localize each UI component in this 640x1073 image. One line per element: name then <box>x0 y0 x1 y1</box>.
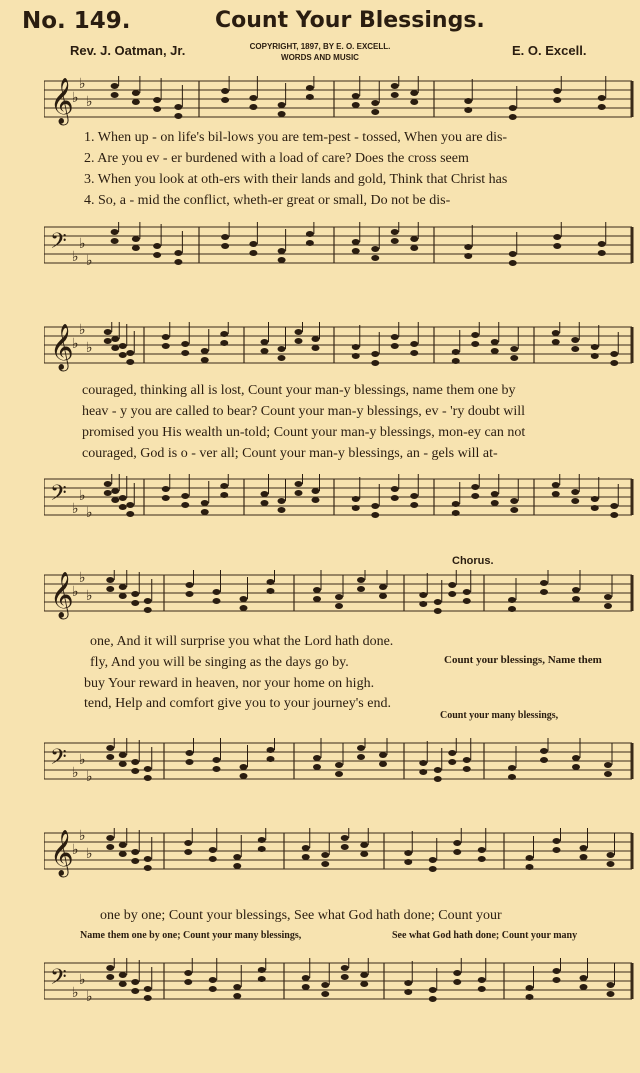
svg-text:♭: ♭ <box>79 828 86 844</box>
svg-text:♭: ♭ <box>79 972 86 988</box>
lyric-s4-alto-2: See what God hath done; Count your many <box>392 930 578 941</box>
lyric-s4-alto-1: Name them one by one; Count your many blessings, <box>80 930 302 941</box>
lyric-s3-verse4: tend, Help and comfort give you to your journey's end. <box>84 696 391 711</box>
chorus-label: Chorus. <box>452 555 494 567</box>
svg-text:♭: ♭ <box>86 846 93 862</box>
svg-text:𝄞: 𝄞 <box>50 78 74 124</box>
svg-text:♭: ♭ <box>86 253 93 269</box>
svg-text:𝄢: 𝄢 <box>50 965 67 995</box>
lyric-s3-verse3: buy Your reward in heaven, nor your home on high. <box>84 676 375 691</box>
svg-text:𝄞: 𝄞 <box>50 324 74 370</box>
lyric-s1-verse3: 3. When you look at oth-ers with their lands and gold, Think that Christ has <box>84 172 508 187</box>
svg-text:♭: ♭ <box>79 570 86 586</box>
svg-text:♭: ♭ <box>86 989 93 1005</box>
lyric-s3-verse2: fly, And you will be singing as the days go by. <box>90 655 349 670</box>
lyric-s2-verse3: promised you His wealth un-told; Count your man-y blessings, mon-ey can not <box>82 425 526 440</box>
lyric-s1-verse4: 4. So, a - mid the conflict, wheth-er great or small, Do not be dis- <box>84 193 451 208</box>
copyright-line-2: WORDS AND MUSIC <box>281 53 359 62</box>
svg-text:♭: ♭ <box>86 94 93 110</box>
svg-text:♭: ♭ <box>86 769 93 785</box>
chorus-lyric-alto: Count your many blessings, <box>440 710 559 721</box>
svg-text:𝄢: 𝄢 <box>50 229 67 259</box>
svg-text:♭: ♭ <box>72 985 79 1001</box>
copyright-line-1: COPYRIGHT, 1897, BY E. O. EXCELL. <box>249 42 391 51</box>
svg-text:♭: ♭ <box>72 90 79 106</box>
svg-text:𝄞: 𝄞 <box>50 830 74 876</box>
lyricist: Rev. J. Oatman, Jr. <box>70 43 186 58</box>
system-2-bass-staff <box>44 474 634 524</box>
copyright <box>245 41 395 63</box>
svg-text:♭: ♭ <box>72 584 79 600</box>
system-4-bass-staff <box>44 958 634 1008</box>
svg-text:𝄞: 𝄞 <box>50 572 74 618</box>
lyric-s4: one by one; Count your blessings, See what God hath done; Count your <box>100 908 502 923</box>
svg-text:♭: ♭ <box>79 76 86 92</box>
chorus-lyric-soprano: Count your blessings, Name them <box>444 654 602 666</box>
svg-text:♭: ♭ <box>86 588 93 604</box>
svg-text:♭: ♭ <box>79 322 86 338</box>
svg-text:♭: ♭ <box>72 765 79 781</box>
hymn-title: Count Your Blessings. <box>215 8 485 33</box>
system-1-bass-staff <box>44 222 634 272</box>
lyric-s3-verse1: one, And it will surprise you what the Lord hath done. <box>90 634 394 649</box>
lyric-s1-verse1: 1. When up - on life's bil-lows you are tem-pest - tossed, When you are dis- <box>84 130 508 145</box>
lyric-s2-verse1: couraged, thinking all is lost, Count your man-y blessings, name them one by <box>82 383 516 398</box>
system-4-treble-staff <box>44 828 634 878</box>
hymn-number: No. 149. <box>22 8 131 34</box>
composer: E. O. Excell. <box>512 43 587 58</box>
svg-text:♭: ♭ <box>79 752 86 768</box>
svg-text:♭: ♭ <box>86 505 93 521</box>
system-2-treble-staff <box>44 322 634 372</box>
system-3-treble-staff <box>44 570 634 620</box>
lyric-s2-verse2: heav - y you are called to bear? Count your man-y blessings, ev - 'ry doubt will <box>82 404 526 419</box>
lyric-s2-verse4: couraged, God is o - ver all; Count your man-y blessings, an - gels will at- <box>82 446 498 461</box>
lyric-s1-verse2: 2. Are you ev - er burdened with a load of care? Does the cross seem <box>84 151 469 166</box>
system-1-treble-staff <box>44 76 634 126</box>
svg-text:𝄢: 𝄢 <box>50 745 67 775</box>
svg-text:♭: ♭ <box>79 236 86 252</box>
svg-text:♭: ♭ <box>72 501 79 517</box>
svg-text:♭: ♭ <box>72 336 79 352</box>
svg-text:♭: ♭ <box>72 249 79 265</box>
svg-text:♭: ♭ <box>86 340 93 356</box>
svg-text:♭: ♭ <box>79 488 86 504</box>
svg-text:𝄢: 𝄢 <box>50 481 67 511</box>
svg-text:♭: ♭ <box>72 842 79 858</box>
system-3-bass-staff <box>44 738 634 788</box>
